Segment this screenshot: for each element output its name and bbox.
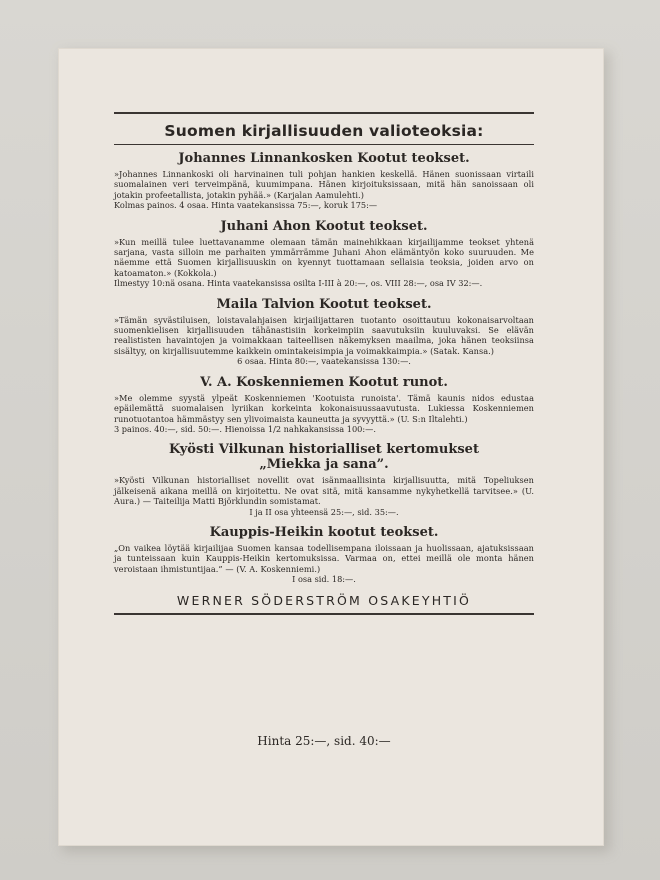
- section-talvio: [114, 297, 534, 367]
- section-title-main: Kyösti Vilkunan historialliset kertomukset: [169, 442, 479, 458]
- section-title: Juhani Ahon Kootut teokset.: [220, 218, 428, 234]
- section-linnankoski: [114, 151, 534, 211]
- section-quote: „On vaikea löytää kirjailijaa Suomen kansaa todellisempana iloissaan ja huolissaan, ajatuksissaan ja tunteissaan kuin Kauppis-Heikin kertomuksissa. Varmaa on, ettei meillä ole monta hänen veroistaan ihmistuntijaa.” — (V. A. Koskenniemi.): [114, 542, 534, 574]
- section-quote: »Tämän syvästiluisen, loistavalahjaisen kirjailijattaren tuotanto osoittautuu kokonaisarvoltaan suomenkielisen kirjallisuuden tähänastisiin korkeimpiin saavutuksiin kuuluvaksi. Se elävän realististen havaintojen ja voimakkaan taiteellisen näkemyksen maailma, joka hänen teoksiinsa sisältyy, on kirjallisuutemme kaikkein omintakeisimpia ja voimakkaimpia.» (Satak. Kansa.): [114, 314, 534, 356]
- page-title: Suomen kirjallisuuden valioteoksia:: [114, 112, 534, 145]
- section-price: 6 osaa. Hinta 80:—, vaatekansissa 130:—.: [237, 356, 411, 367]
- footer-price: Hinta 25:—, sid. 40:—: [257, 734, 391, 748]
- section-price: Kolmas painos. 4 osaa. Hinta vaatekansissa 75:—, koruk 175:—: [114, 200, 378, 211]
- section-title: V. A. Koskenniemen Kootut runot.: [200, 374, 448, 390]
- section-quote: »Johannes Linnankoski oli harvinainen tuli pohjan hankien keskellä. Hänen suonissaan virtaili suomalainen veri terveimpänä, kuumimpana. Hänen kirjoituksissaan, mitä hän sanoissaan oli jotakin profeetallista, jotakin pyhää.» (Karjalan Aamulehti.): [114, 169, 534, 200]
- section-quote: »Kyösti Vilkunan historialliset novellit ovat isänmaallisinta kirjallisuutta, mitä Topeliuksen jälkeisenä aikana meillä on kirjoitettu. Ne ovat sitä, mitä kansamme nykyhetkellä tarvitsee.» (U. Aura.) — Taiteilija Matti Björklundin somistamat.: [114, 475, 534, 507]
- section-subtitle: „Miekka ja sana”.: [259, 457, 389, 473]
- section-price: 3 painos. 40:—, sid. 50:—. Hienoissa 1/2 nahkakansissa 100:—.: [114, 423, 376, 434]
- section-quote: »Me olemme syystä ylpeät Koskenniemen 'Kootuista runoista'. Tämä kaunis nidos edustaa epäilemättä suomalaisen lyriikan korkeinta kokonaisuussaavutusta. Lukiessa Koskenniemen runotuotantoa hämmästyy sen ylivoimaista kauneutta ja syvyyttä.» (U. S:n Iltalehti.): [114, 392, 534, 424]
- section-title: [114, 442, 534, 472]
- section-kauppis-heikki: [114, 525, 534, 585]
- section-koskenniemi: [114, 375, 534, 435]
- section-vilkuna: [114, 442, 534, 517]
- section-quote: »Kun meillä tulee luettavanamme olemaan tämän mainehikkaan kirjailijamme teokset yhtenä sarjana, vasta silloin me parhaiten ymmärrämme Juhani Ahon elämäntyön koko suuruuden. Me näemme että Suomen kirjallisuuskin on kyennyt tuottamaan sellaisia teoksia, joiden arvo on katoamaton.» (Kokkola.): [114, 236, 534, 278]
- section-aho: [114, 219, 534, 289]
- section-price: Ilmestyy 10:nä osana. Hinta vaatekansissa osilta I-III à 20:—, os. VIII 28:—, osa IV 32:—.: [114, 278, 483, 289]
- section-title: Johannes Linnankosken Kootut teokset.: [178, 151, 470, 166]
- publisher-name: WERNER SÖDERSTRÖM OSAKEYHTIÖ: [114, 593, 534, 615]
- section-title: Maila Talvion Kootut teokset.: [216, 296, 432, 312]
- advert-block: [114, 112, 534, 615]
- section-price: I osa sid. 18:—.: [292, 574, 356, 585]
- section-title: Kauppis-Heikin kootut teokset.: [209, 524, 439, 540]
- section-price: I ja II osa yhteensä 25:—, sid. 35:—.: [249, 506, 399, 517]
